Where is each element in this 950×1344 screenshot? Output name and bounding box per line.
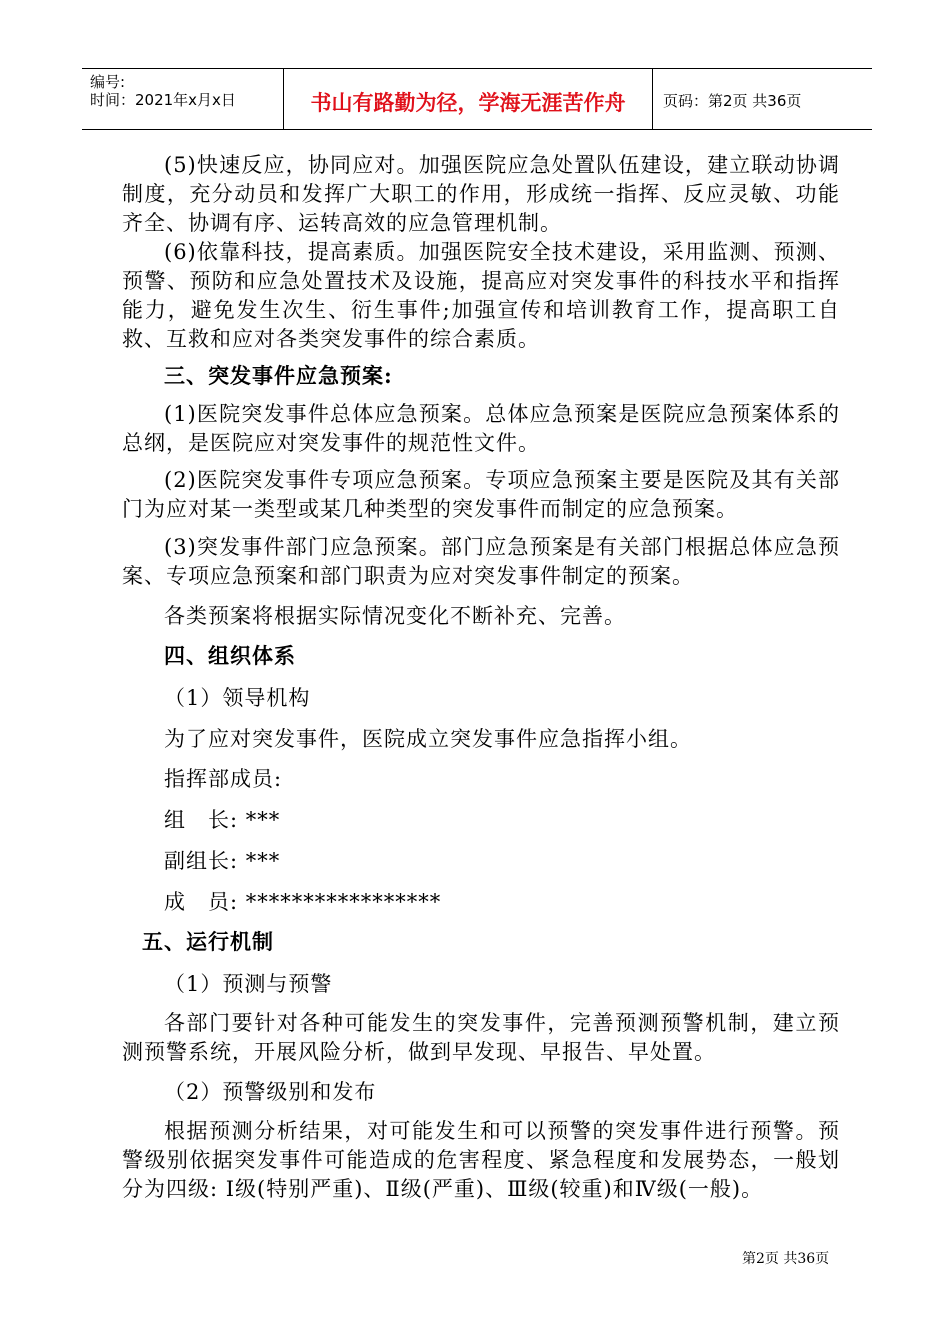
paragraph-supplement: 各类预案将根据实际情况变化不断补充、完善。 (164, 604, 626, 628)
members-title: 指挥部成员: (164, 767, 283, 791)
paragraph-department-plan: (3)突发事件部门应急预案。部门应急预案是有关部门根据总体应急预案、专项应急预案和部门职责为应对突发事件制定的预案。 (122, 535, 840, 588)
page-footer-number: 第2页 共36页 (742, 1251, 830, 1267)
header-motto: 书山有路勤为径，学海无涯苦作舟 (310, 91, 626, 115)
header-page-number: 页码：第2页 共36页 (663, 92, 802, 110)
section-heading-3: 三、突发事件应急预案: (164, 363, 393, 388)
paragraph-rapid-response: (5)快速反应，协同应对。加强医院应急处置队伍建设，建立联动协调制度，充分动员和发挥广大职工的作用，形成统一指挥、反应灵敏、功能齐全、协调有序、运转高效的应急管理机制。 (122, 153, 840, 235)
subheading-warning-level: （2）预警级别和发布 (164, 1080, 377, 1104)
document-date-label: 时间：2021年x月x日 (90, 91, 236, 109)
page-header (82, 68, 872, 130)
header-motto-cell (283, 69, 653, 129)
paragraph-forecast-mechanism: 各部门要针对各种可能发生的突发事件，完善预测预警机制，建立预测预警系统，开展风险分析，做到早发现、早报告、早处置。 (122, 1011, 840, 1064)
header-left-cell (82, 69, 283, 129)
member-deputy: 副组长: *** (164, 849, 281, 873)
paragraph-overall-plan: (1)医院突发事件总体应急预案。总体应急预案是医院应急预案体系的总纲，是医院应对突发事件的规范性文件。 (122, 402, 840, 455)
document-number-label: 编号: (90, 73, 126, 91)
section-heading-4: 四、组织体系 (164, 643, 296, 668)
member-leader: 组 长: *** (164, 808, 281, 832)
subheading-forecast: （1）预测与预警 (164, 972, 333, 996)
paragraph-command-group: 为了应对突发事件，医院成立突发事件应急指挥小组。 (164, 727, 692, 751)
header-right-cell (653, 69, 872, 129)
section-heading-5: 五、运行机制 (142, 929, 274, 954)
member-list: 成 员: ***************** (164, 890, 442, 914)
paragraph-warning-levels: 根据预测分析结果，对可能发生和可以预警的突发事件进行预警。预警级别依据突发事件可能造成的危害程度、紧急程度和发展势态，一般划分为四级: Ⅰ级(特别严重)、Ⅱ级(严重)、Ⅲ级(较重)和Ⅳ级(一般)。 (122, 1119, 840, 1201)
paragraph-special-plan: (2)医院突发事件专项应急预案。专项应急预案主要是医院及其有关部门为应对某一类型或某几种类型的突发事件而制定的应急预案。 (122, 468, 840, 521)
subheading-leadership: （1）领导机构 (164, 686, 311, 710)
paragraph-technology: (6)依靠科技，提高素质。加强医院安全技术建设，采用监测、预测、预警、预防和应急处置技术及设施，提高应对突发事件的科技水平和指挥能力，避免发生次生、衍生事件;加强宣传和培训教育工作，提高职工自救、互救和应对各类突发事件的综合素质。 (122, 240, 840, 351)
